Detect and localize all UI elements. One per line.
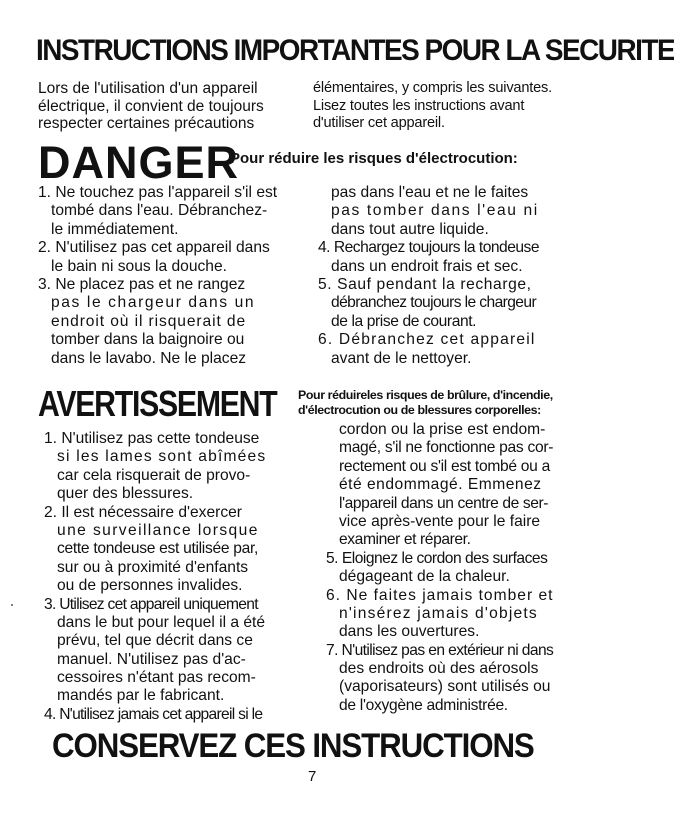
list-item-line: de l'oxygène administrée. <box>339 696 508 714</box>
list-item-line: 1. N'utilisez pas cette tondeuse <box>44 430 260 447</box>
list-item-line: dans tout autre liquide. <box>331 220 489 238</box>
list-item-line: car cela risquerait de provo- <box>57 466 251 484</box>
list-item-line: cette tondeuse est utilisée par, <box>57 540 259 558</box>
intro-line: d'utiliser cet appareil. <box>313 115 445 132</box>
list-item-line: dans le lavabo. Ne le placez <box>51 349 247 367</box>
list-item-line: pas dans l'eau et ne le faites <box>331 184 529 201</box>
intro-line: élémentaires, y compris les suivantes. <box>313 80 552 96</box>
list-item-line: 5. Eloignez le cordon des surfaces <box>326 549 548 567</box>
danger-heading: DANGER <box>38 137 240 188</box>
page-number: 7 <box>308 768 317 785</box>
intro-left-column <box>38 80 264 133</box>
list-item-line: prévu, tel que décrit dans ce <box>57 632 253 650</box>
list-item-line: des endroits où des aérosols <box>339 660 539 678</box>
list-item-line: rectement ou s'il est tombé ou a <box>339 457 550 475</box>
list-item-line: n'insérez jamais d'objets <box>339 604 538 622</box>
subheading-line: Pour réduireles risques de brûlure, d'incendie, <box>298 388 553 402</box>
avertissement-left-column <box>44 430 266 724</box>
list-item-line: si les lames sont abîmées <box>57 448 267 466</box>
intro-right-column <box>313 80 552 133</box>
list-item-line: le bain ni sous la douche. <box>51 257 227 275</box>
page-title: INSTRUCTIONS IMPORTANTES POUR LA SECURITE <box>36 34 674 67</box>
list-item-line: 2. N'utilisez pas cet appareil dans <box>38 239 270 257</box>
list-item-line: 5. Sauf pendant la recharge, <box>318 275 532 293</box>
list-item-line: le immédiatement. <box>51 220 179 238</box>
list-item-line: quer des blessures. <box>57 485 194 503</box>
list-item-line: sur ou à proximité d'enfants <box>57 558 249 576</box>
list-item-line: ou de personnes invalides. <box>57 577 243 595</box>
list-item-line: examiner et réparer. <box>339 531 471 549</box>
list-item-line: magé, s'il ne fonctionne pas cor- <box>339 439 554 457</box>
danger-subheading: Pour réduire les risques d'électrocution: <box>230 150 518 167</box>
scan-speck <box>11 604 13 606</box>
list-item-line: (vaporisateurs) sont utilisés ou <box>339 678 551 696</box>
avertissement-subheading <box>298 388 553 418</box>
intro-line: électrique, il convient de toujours <box>38 97 264 115</box>
avertissement-right-column <box>326 421 553 715</box>
list-item-line: été endommagé. Emmenez <box>339 476 542 494</box>
subheading-line: d'électrocution ou de blessures corporelles: <box>298 403 541 417</box>
intro-line: respecter certaines précautions <box>38 115 255 133</box>
list-item-line: dans le but pour lequel il a été <box>57 613 266 631</box>
intro-line: Lors de l'utilisation d'un appareil <box>38 80 258 97</box>
danger-right-column <box>318 184 539 368</box>
list-item-line: manuel. N'utilisez pas d'ac- <box>57 650 246 668</box>
list-item-line: 1. Ne touchez pas l'appareil s'il est <box>38 184 278 201</box>
list-item-line: cessoires n'étant pas recom- <box>57 669 256 687</box>
list-item-line: débranchez toujours le chargeur <box>331 294 537 312</box>
list-item-line: dans un endroit frais et sec. <box>331 257 523 275</box>
avertissement-heading: AVERTISSEMENT <box>38 383 277 424</box>
list-item-line: de la prise de courant. <box>331 312 477 330</box>
list-item-line: endroit où il risquerait de <box>51 312 247 330</box>
list-item-line: dans les ouvertures. <box>339 623 480 641</box>
list-item-line: 2. Il est nécessaire d'exercer <box>44 503 242 521</box>
list-item-line: 7. N'utilisez pas en extérieur ni dans <box>326 641 554 659</box>
list-item-line: 6. Débranchez cet appareil <box>318 331 536 349</box>
list-item-line: l'appareil dans un centre de ser- <box>339 494 549 512</box>
list-item-line: pas le chargeur dans un <box>51 294 256 312</box>
danger-left-column <box>38 184 277 368</box>
intro-line: Lisez toutes les instructions avant <box>313 97 525 114</box>
list-item-line: une surveillance lorsque <box>57 521 259 539</box>
list-item-line: 3. Ne placez pas et ne rangez <box>38 275 246 293</box>
list-item-line: 6. Ne faites jamais tomber et <box>326 586 554 604</box>
list-item-line: cordon ou la prise est endom- <box>339 421 546 438</box>
list-item-line: tomber dans la baignoire ou <box>51 331 245 349</box>
list-item-line: 4. N'utilisez jamais cet appareil si le <box>44 705 263 723</box>
list-item-line: dégageant de la chaleur. <box>339 568 510 586</box>
footer-heading: CONSERVEZ CES INSTRUCTIONS <box>52 727 534 765</box>
list-item-line: avant de le nettoyer. <box>331 349 472 367</box>
list-item-line: pas tomber dans l'eau ni <box>331 202 539 220</box>
list-item-line: 3. Utilisez cet appareil uniquement <box>44 595 258 613</box>
list-item-line: tombé dans l'eau. Débranchez- <box>51 202 268 220</box>
list-item-line: vice après-vente pour le faire <box>339 512 541 530</box>
list-item-line: 4. Rechargez toujours la tondeuse <box>318 239 540 257</box>
list-item-line: mandés par le fabricant. <box>57 687 225 705</box>
